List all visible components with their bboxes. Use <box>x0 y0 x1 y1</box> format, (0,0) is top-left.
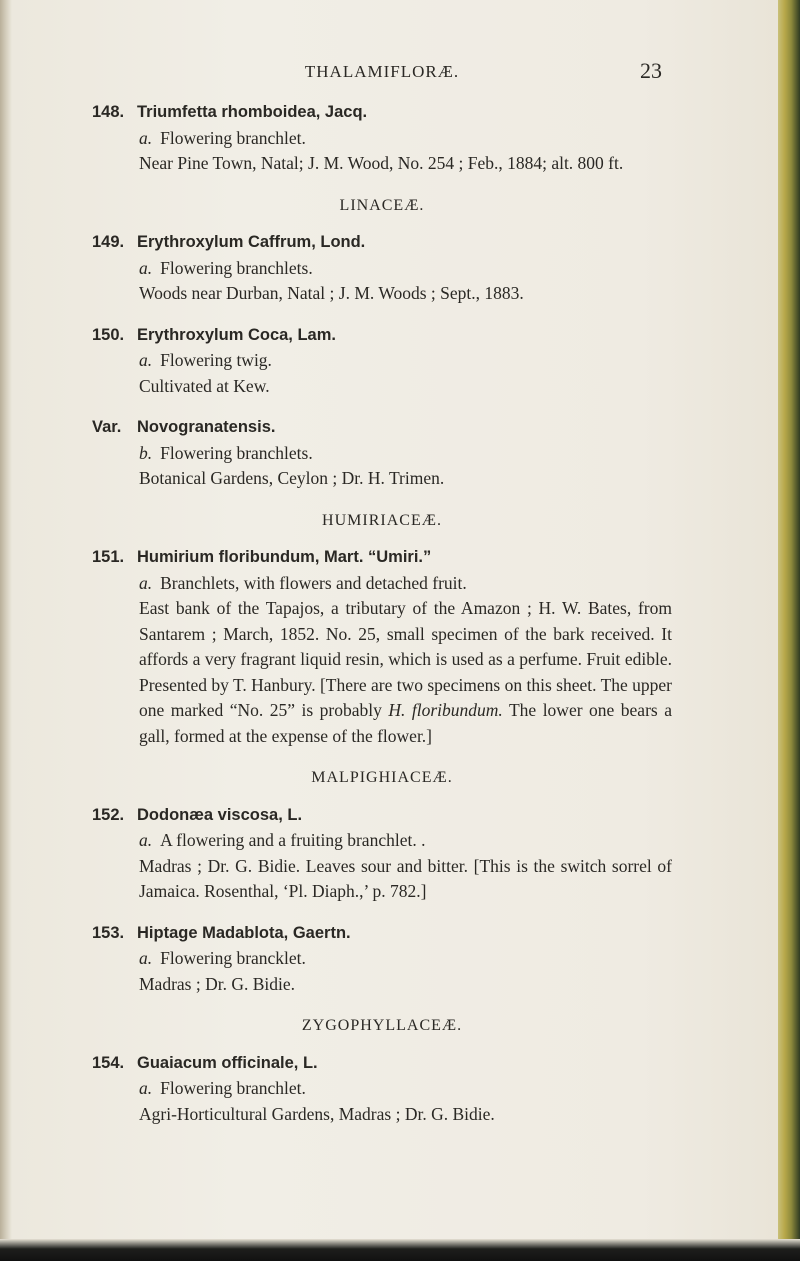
specimen-description: A flowering and a fruiting branchlet. . <box>160 830 426 850</box>
family-heading-linaceae: LINACEÆ. <box>339 196 425 214</box>
page-bottom-edge <box>0 1239 800 1261</box>
locality-text: Near Pine Town, Natal; J. M. Wood, No. 254 ; Feb., 1884; alt. 800 ft. <box>139 153 624 173</box>
specimen-description: Flowering branchlet. <box>160 127 306 148</box>
variety-name: Novogranatensis. <box>137 418 276 436</box>
specimen-label: a. <box>139 257 153 278</box>
specimen-description: Flowering twig. <box>160 350 272 370</box>
species-name: Humirium floribundum, Mart. “Umiri.” <box>137 548 432 566</box>
family-heading-humiriaceae: HUMIRIACEÆ. <box>322 511 442 529</box>
specimen-description: Branchlets, with flowers and detached fruit. <box>160 572 467 593</box>
page-header <box>0 58 800 84</box>
entry-number: 151. <box>92 548 125 566</box>
species-name: Hiptage Madablota, Gaertn. <box>137 923 351 942</box>
specimen-label: a. <box>139 948 153 968</box>
specimen-label: a. <box>139 350 153 370</box>
specimen-description: Flowering branchlets. <box>160 257 313 278</box>
running-title: THALAMIFLORÆ. <box>304 62 460 81</box>
entry-number: 148. <box>92 103 125 121</box>
entry-number: 153. <box>92 923 125 942</box>
entry-number: 150. <box>92 325 125 344</box>
locality-text: Botanical Gardens, Ceylon ; Dr. H. Trimen. <box>139 468 445 488</box>
entry-153 <box>92 921 672 998</box>
family-heading-malpighiaceae: MALPIGHIACEÆ. <box>311 769 453 786</box>
specimen-label: b. <box>139 442 153 463</box>
specimen-description: Flowering branchlet. <box>160 1078 306 1098</box>
specimen-label: a. <box>139 127 153 148</box>
specimen-description: Flowering branchlets. <box>160 442 313 463</box>
variety-prefix: Var. <box>92 418 122 436</box>
locality-text: Madras ; Dr. G. Bidie. Leaves sour and bitter. [This is the switch sorrel of Jamaica. Rosenthal, ‘Pl. Diaph.,’ p. 782.] <box>139 855 672 901</box>
specimen-description: Flowering brancklet. <box>160 948 306 968</box>
family-heading-zygophyllaceae: ZYGOPHYLLACEÆ. <box>301 1017 463 1034</box>
page-left-shadow <box>0 0 12 1261</box>
entry-151 <box>92 545 672 749</box>
entry-154 <box>92 1051 672 1128</box>
entry-152 <box>92 803 672 905</box>
species-name: Triumfetta rhomboidea, Jacq. <box>137 103 368 121</box>
locality-text: Woods near Durban, Natal ; J. M. Woods ; Sept., 1883. <box>139 283 524 303</box>
entry-number: 154. <box>92 1053 125 1072</box>
species-name: Erythroxylum Coca, Lam. <box>137 325 336 344</box>
locality-text: Madras ; Dr. G. Bidie. <box>139 973 296 994</box>
page-number: 23 <box>640 58 662 83</box>
page-right-edge <box>778 0 800 1261</box>
entry-150 <box>92 323 672 400</box>
species-name: Guaiacum officinale, L. <box>137 1053 318 1072</box>
specimen-label: a. <box>139 572 153 593</box>
entry-variety <box>92 415 672 492</box>
specimen-label: a. <box>139 1078 153 1098</box>
entry-149 <box>92 230 672 307</box>
italic-species-name: H. floribundum. <box>388 700 503 720</box>
specimen-label: a. <box>139 830 153 850</box>
species-name: Dodonæa viscosa, L. <box>137 805 303 824</box>
entry-number: 149. <box>92 233 125 251</box>
entry-number: 152. <box>92 805 125 824</box>
entry-148 <box>92 100 672 177</box>
page-content <box>92 100 672 1127</box>
locality-text: Cultivated at Kew. <box>139 375 270 396</box>
species-name: Erythroxylum Caffrum, Lond. <box>137 233 366 251</box>
locality-text: East bank of the Tapajos, a tributary of the Amazon ; H. W. Bates, from Santarem ; March, 1852. No. 25, small specimen of the bark received. It affords a very fragrant liquid resin, which is used as a perfume. Fruit edible. Presented by T. Hanbury. [There are two specimens on this sheet. The upper one marked “No. 25” is probably H. floribundum. The lower one bears a gall, formed at the expense of the flower.] <box>139 598 672 746</box>
locality-text: Agri-Horticultural Gardens, Madras ; Dr. G. Bidie. <box>139 1103 495 1124</box>
